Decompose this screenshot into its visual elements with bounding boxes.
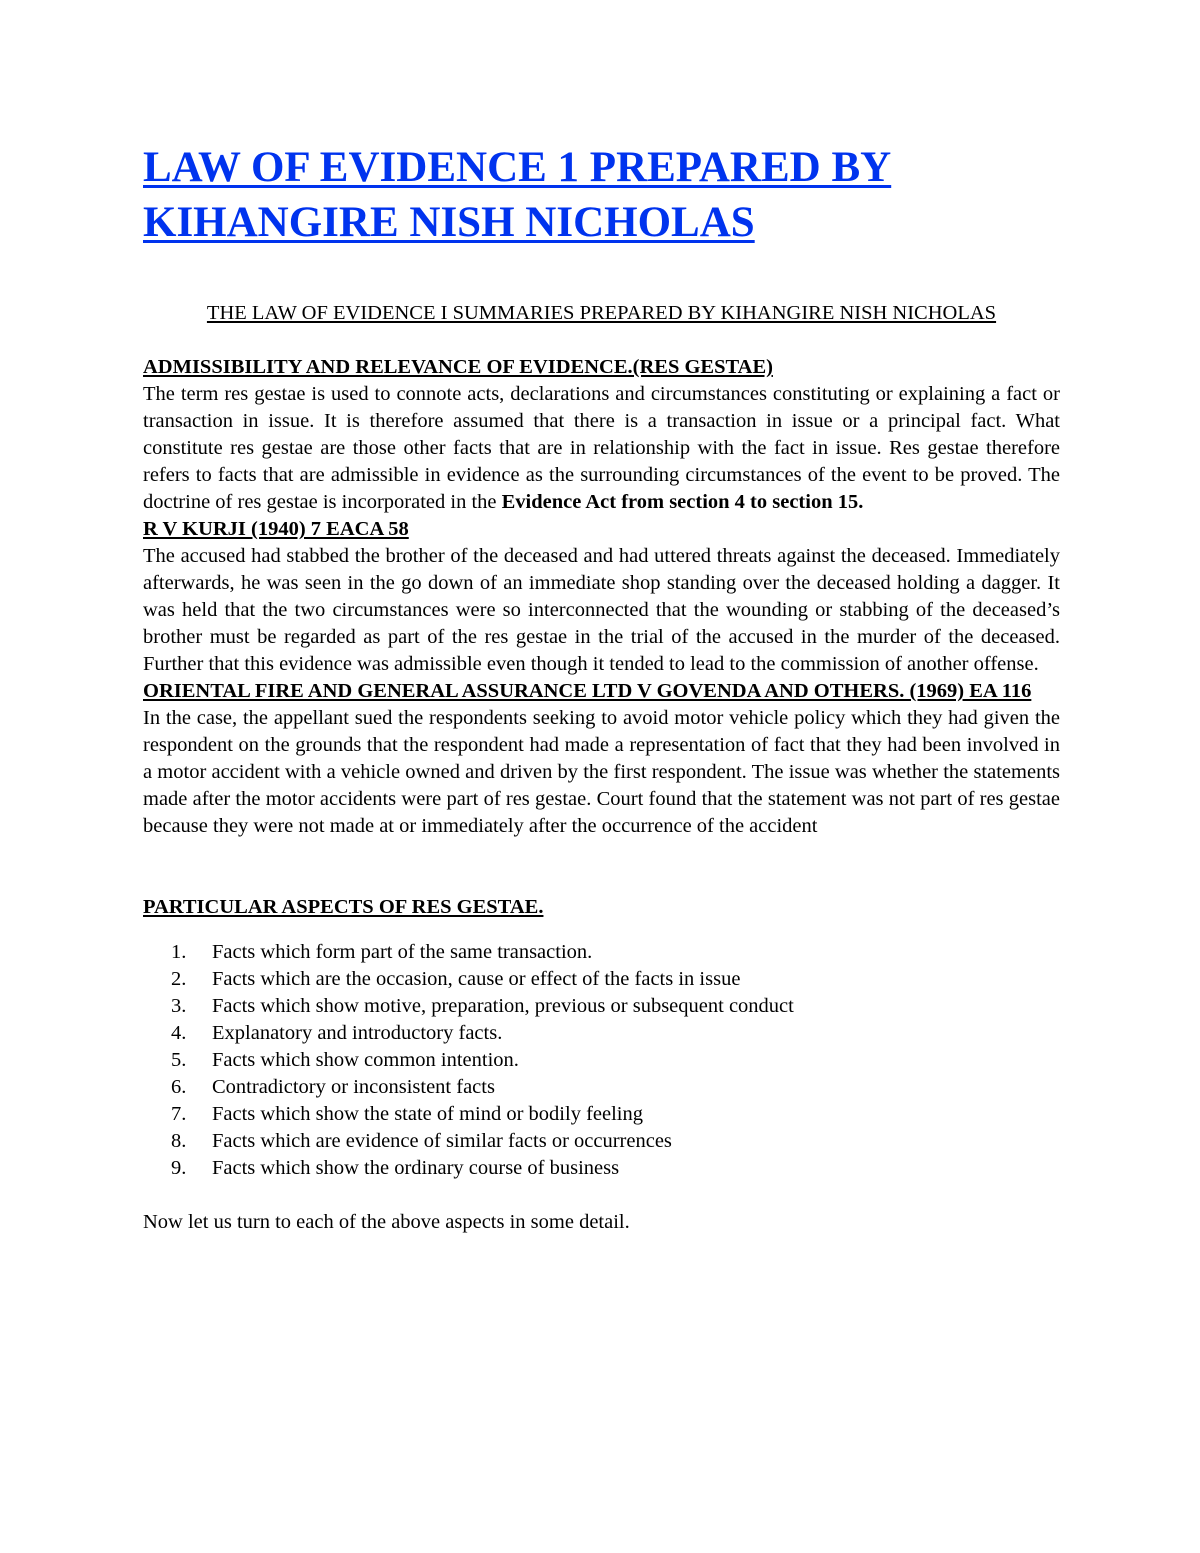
list-item: [143, 1128, 1060, 1155]
list-item: [143, 966, 1060, 993]
section-heading-particular-aspects: PARTICULAR ASPECTS OF RES GESTAE.: [143, 896, 544, 918]
list-item: [143, 1074, 1060, 1101]
list-item-number: 6.: [171, 1076, 187, 1098]
spacer: [143, 327, 1060, 354]
list-item-number: 1.: [171, 941, 187, 963]
list-item-text: Facts which show common intention.: [212, 1049, 519, 1071]
case-text-r-v-kurji: The accused had stabbed the brother of the deceased and had uttered threats against the deceased. Immediately afterwards, he was seen in the go down of an immediate shop standing over the deceased holding a dagger. It was held that the two circumstances were so interconnected that the wounding or stabbing of the deceased’s brother must be regarded as part of the res gestae in the trial of the accused in the murder of the deceased. Further that this evidence was admissible even though it tended to lead to the commission of another offense.: [143, 545, 1060, 675]
list-item: [143, 1020, 1060, 1047]
list-item-text: Facts which show the state of mind or bodily feeling: [212, 1103, 643, 1125]
list-item-text: Facts which form part of the same transaction.: [212, 941, 593, 963]
case-heading-r-v-kurji: R V KURJI (1940) 7 EACA 58: [143, 518, 409, 540]
list-item-number: 9.: [171, 1157, 187, 1179]
res-gestae-paragraph-text: The term res gestae is used to connote acts, declarations and circumstances constituting or explaining a fact or transaction in issue. It is therefore assumed that there is a transaction in issue or a principal fact. What constitute res gestae are those other facts that are in relationship with the fact in issue. Res gestae therefore refers to facts that are admissible in evidence as the surrounding circumstances of the event to be proved. The doctrine of res gestae is incorporated in the: [143, 383, 1060, 513]
document-title: LAW OF EVIDENCE 1 PREPARED BY KIHANGIRE NISH NICHOLAS: [143, 144, 892, 246]
aspects-list: [143, 939, 1060, 1182]
case-heading-oriental-fire: ORIENTAL FIRE AND GENERAL ASSURANCE LTD V GOVENDA AND OTHERS. (1969) EA 116: [143, 680, 1032, 702]
list-item-number: 2.: [171, 968, 187, 990]
list-item: [143, 1047, 1060, 1074]
res-gestae-paragraph-bold: Evidence Act from section 4 to section 15.: [501, 491, 864, 513]
list-item-text: Explanatory and introductory facts.: [212, 1022, 503, 1044]
case-text-oriental-fire: In the case, the appellant sued the respondents seeking to avoid motor vehicle policy which they had given the respondent on the grounds that the respondent had made a representation of fact that they had been involved in a motor accident with a vehicle owned and driven by the first respondent. The issue was whether the statements made after the motor accidents were part of res gestae. Court found that the statement was not part of res gestae because they were not made at or immediately after the occurrence of the accident: [143, 707, 1060, 837]
list-item: [143, 993, 1060, 1020]
closing-sentence: Now let us turn to each of the above aspects in some detail.: [143, 1211, 630, 1233]
list-item-text: Facts which are the occasion, cause or effect of the facts in issue: [212, 968, 741, 990]
spacer: [143, 921, 1060, 939]
section-heading-res-gestae: ADMISSIBILITY AND RELEVANCE OF EVIDENCE.(RES GESTAE): [143, 356, 773, 378]
list-item-number: 5.: [171, 1049, 187, 1071]
list-item: [143, 939, 1060, 966]
list-item-text: Facts which show the ordinary course of business: [212, 1157, 620, 1179]
list-item-number: 3.: [171, 995, 187, 1017]
document-page: [143, 140, 1060, 1236]
list-item-number: 4.: [171, 1022, 187, 1044]
spacer: [143, 840, 1060, 894]
list-item-text: Facts which show motive, preparation, previous or subsequent conduct: [212, 995, 794, 1017]
list-item-text: Facts which are evidence of similar facts or occurrences: [212, 1130, 672, 1152]
res-gestae-paragraph: [143, 381, 1060, 516]
list-item-number: 7.: [171, 1103, 187, 1125]
spacer: [143, 1182, 1060, 1209]
list-item-text: Contradictory or inconsistent facts: [212, 1076, 495, 1098]
list-item: [143, 1155, 1060, 1182]
document-subtitle: THE LAW OF EVIDENCE I SUMMARIES PREPARED BY KIHANGIRE NISH NICHOLAS: [206, 302, 997, 324]
list-item: [143, 1101, 1060, 1128]
list-item-number: 8.: [171, 1130, 187, 1152]
